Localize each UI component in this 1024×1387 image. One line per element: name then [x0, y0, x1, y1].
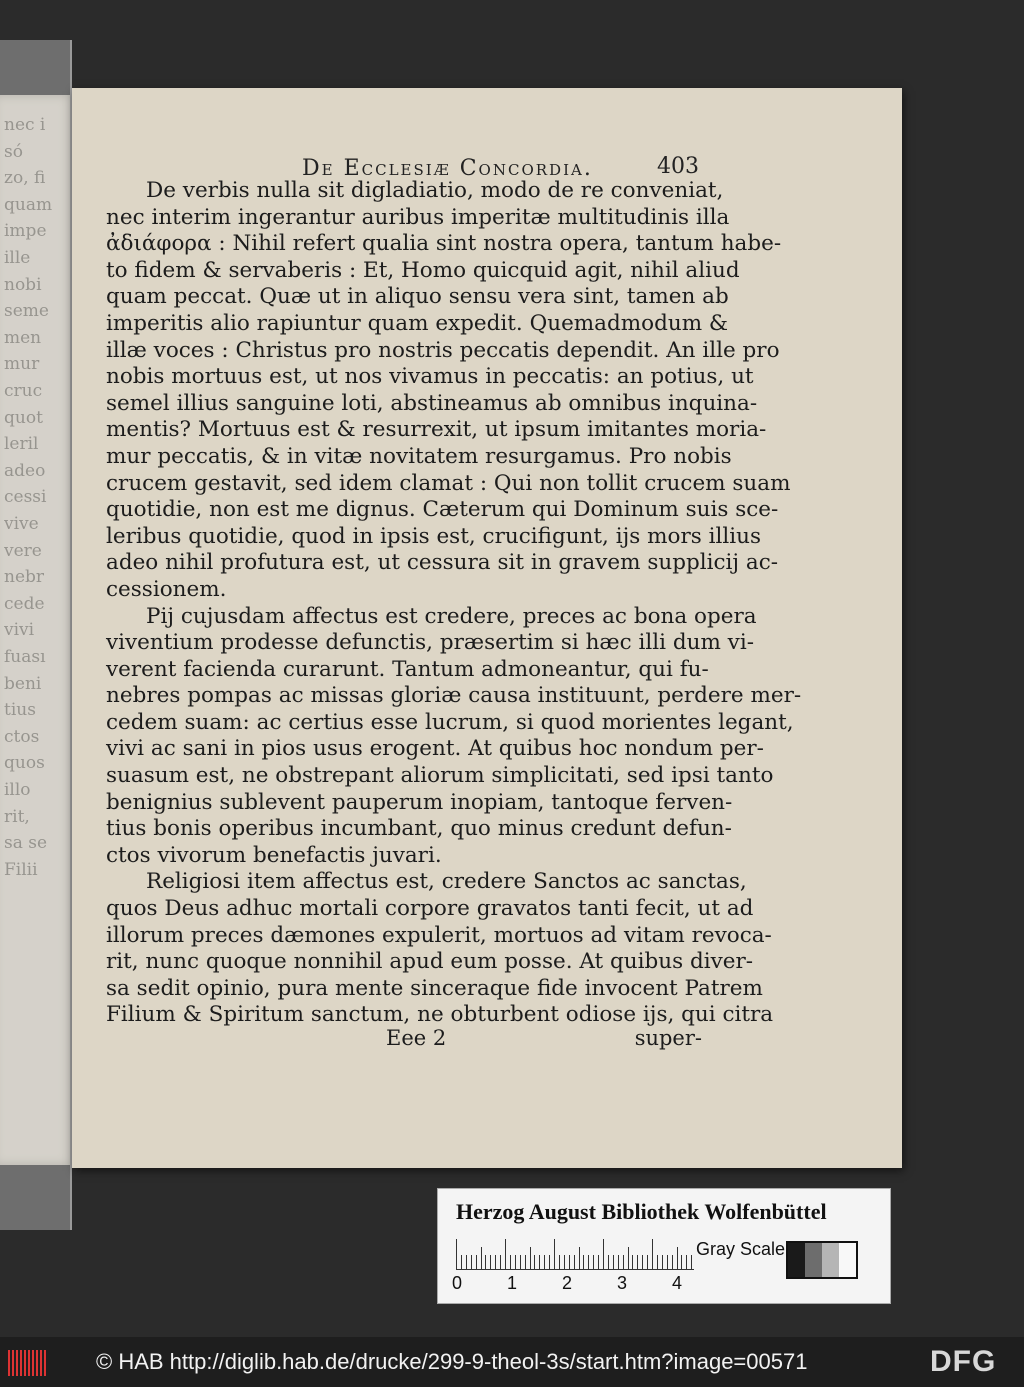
ruler-tick — [579, 1247, 580, 1269]
ruler-tick — [632, 1255, 633, 1269]
text-line: vivi ac sani in pios usus erogent. At quibus hoc nondum per- — [106, 736, 764, 762]
text-line: ctos vivorum benefactis juvari. — [106, 842, 442, 868]
text-body — [106, 178, 802, 1029]
text-line: Religiosi item affectus est, credere Sanctos ac sanctas, — [146, 869, 747, 895]
ruler-tick — [672, 1255, 673, 1269]
previous-page-fragment: men — [4, 327, 42, 348]
ruler-tick — [559, 1255, 560, 1269]
previous-page-fragment: ille — [4, 248, 31, 268]
ruler-tick — [539, 1255, 540, 1269]
ruler-tick — [667, 1255, 668, 1269]
ruler-number: 0 — [452, 1273, 463, 1293]
gray-scale-label: Gray Scale — [696, 1239, 786, 1259]
previous-page-fragment: cruc — [4, 381, 43, 401]
text-line: ἀδιάφορα : Nihil refert qualia sint nostra opera, tantum habe- — [106, 231, 782, 257]
page-number: 403 — [657, 154, 699, 179]
previous-page-fragment: nebr — [4, 567, 45, 588]
ruler-tick — [681, 1255, 682, 1269]
barcode-icon — [8, 1350, 48, 1376]
previous-page-fragment: seme — [4, 301, 49, 322]
previous-page-fragment: zo, fi — [4, 168, 46, 189]
ruler-tick — [476, 1255, 477, 1269]
previous-page-fragment: nec i — [4, 115, 46, 135]
text-line: sa sedit opinio, pura mente sinceraque fide invocent Patrem — [106, 975, 763, 1001]
text-line: imperitis alio rapiuntur quam expedit. Quemadmodum & — [106, 310, 729, 336]
text-line: verent facienda curarunt. Tantum admoneantur, qui fu- — [106, 656, 709, 682]
text-line: nobis mortuus est, ut nos vivamus in peccatis: an potius, ut — [106, 364, 754, 390]
ruler-tick — [691, 1255, 692, 1269]
ruler-tick — [485, 1255, 486, 1269]
previous-page-fragment: vivi — [4, 620, 35, 641]
previous-page-fragment: leril — [4, 434, 39, 455]
text-line: suasum est, ne obstrepant aliorum simplicitati, sed ipsi tanto — [106, 763, 774, 789]
ruler-tick — [608, 1255, 609, 1269]
ruler-tick — [544, 1255, 545, 1269]
text-line: cedem suam: ac certius esse lucrum, si quod morientes legant, — [106, 709, 794, 735]
previous-page-fragment: beni — [4, 673, 42, 694]
previous-page-fragment: fuası — [4, 647, 46, 667]
ruler-tick — [618, 1255, 619, 1269]
ruler-tick — [628, 1247, 629, 1269]
ruler-tick — [593, 1255, 594, 1269]
text-line: Pij cujusdam affectus est credere, preces ac bona opera — [146, 603, 757, 629]
ruler-tick — [549, 1255, 550, 1269]
ruler-tick — [603, 1239, 604, 1269]
text-line: Filium & Spiritum sanctum, ne obturbent odiose ijs, qui citra — [106, 1002, 774, 1028]
text-line: De verbis nulla sit digladiatio, modo de re conveniat, — [146, 178, 724, 203]
library-label — [437, 1188, 891, 1304]
ruler-tick — [652, 1239, 653, 1269]
library-name: Herzog August Bibliothek Wolfenbüttel — [456, 1199, 827, 1224]
ruler-tick — [510, 1255, 511, 1269]
previous-page-fragment: vive — [4, 514, 39, 534]
text-line: adeo nihil profutura est, ut cessura sit in gravem supplicij ac- — [106, 550, 779, 576]
ruler-tick — [495, 1255, 496, 1269]
text-line: nebres pompas ac missas gloriæ causa instituunt, perdere mer- — [106, 683, 802, 709]
ruler-tick — [574, 1255, 575, 1269]
ruler-number: 1 — [507, 1273, 518, 1293]
catchword: super- — [634, 1026, 702, 1050]
text-line: viventium prodesse defunctis, præsertim si hæc illi dum vi- — [106, 630, 754, 656]
ruler-tick — [554, 1239, 555, 1269]
bottom-bar — [0, 1337, 1024, 1387]
text-line: illæ voces : Christus pro nostris peccatis dependit. An ille pro — [106, 337, 780, 363]
page-footer — [106, 1026, 702, 1054]
text-line: benignius sublevent pauperum inopiam, tantoque ferven- — [106, 789, 733, 815]
text-line: rit, nunc quoque nonnihil apud eum posse. At quibus diver- — [106, 949, 754, 975]
text-line: quotidie, non est me dignus. Cæterum qui Dominum suis sce- — [106, 497, 779, 523]
ruler-scale — [456, 1237, 694, 1270]
ruler-number: 2 — [562, 1273, 573, 1293]
text-line: tius bonis operibus incumbant, quo minus credunt defun- — [106, 816, 732, 842]
text-line: leribus quotidie, quod in ipsis est, crucifigunt, ijs mors illius — [106, 523, 761, 549]
copyright-link[interactable]: © HAB http://diglib.hab.de/drucke/299-9-theol-3s/start.htm?image=00571 — [96, 1349, 808, 1374]
previous-page-fragment: rit, — [4, 806, 30, 827]
ruler-tick — [530, 1247, 531, 1269]
ruler-tick — [583, 1255, 584, 1269]
ruler-tick — [662, 1255, 663, 1269]
previous-page-fragment: sa se — [4, 833, 48, 854]
text-line: crucem gestavit, sed idem clamat : Qui non tollit crucem suam — [106, 470, 791, 496]
previous-page-fragment: impe — [4, 221, 47, 242]
ruler-tick — [466, 1255, 467, 1269]
ruler-tick — [564, 1255, 565, 1269]
ruler-tick — [588, 1255, 589, 1269]
previous-page-fragment: illo — [4, 780, 31, 800]
ruler-number: 4 — [672, 1273, 683, 1293]
dfg-logo: DFG — [930, 1345, 997, 1378]
book-page — [72, 88, 902, 1168]
ruler-tick — [598, 1255, 599, 1269]
ruler-tick — [505, 1239, 506, 1269]
ruler-tick — [642, 1255, 643, 1269]
text-line: cessionem. — [106, 576, 227, 602]
ruler-tick — [637, 1255, 638, 1269]
previous-page-fragment: ctos — [4, 726, 40, 747]
gray-scale-strip — [786, 1241, 858, 1279]
previous-page-fragment: vere — [4, 540, 42, 561]
running-head: De Ecclesiæ Concordia. — [302, 156, 593, 181]
ruler-tick — [490, 1255, 491, 1269]
ruler-tick — [534, 1255, 535, 1269]
ruler-tick — [686, 1255, 687, 1269]
text-line: quam peccat. Quæ ut in aliquo sensu vera sint, tamen ab — [106, 284, 729, 310]
ruler-tick — [520, 1255, 521, 1269]
signature-mark: Eee 2 — [386, 1026, 447, 1050]
ruler-number: 3 — [617, 1273, 628, 1293]
ruler-tick — [525, 1255, 526, 1269]
ruler-tick — [677, 1247, 678, 1269]
text-line: mentis? Mortuus est & resurrexit, ut ipsum imitantes moria- — [106, 417, 767, 443]
ruler-tick — [456, 1239, 457, 1269]
ruler-tick — [461, 1255, 462, 1269]
previous-page-fragment: quos — [4, 753, 45, 774]
ruler-tick — [657, 1255, 658, 1269]
text-line: illorum preces dæmones expulerit, mortuos ad vitam revoca- — [106, 922, 772, 948]
text-line: quos Deus adhuc mortali corpore gravatos tanti fecit, ut ad — [106, 896, 754, 922]
ruler-tick — [481, 1247, 482, 1269]
previous-page-fragment: cessi — [4, 487, 47, 508]
ruler-tick — [515, 1255, 516, 1269]
previous-page-fragment: adeo — [4, 460, 46, 481]
previous-page-fragment: mur — [4, 354, 40, 375]
ruler-numbers — [452, 1273, 712, 1295]
previous-page-fragment: cede — [4, 593, 45, 614]
text-line: to fidem & servaberis : Et, Homo quicquid agit, nihil aliud — [106, 257, 740, 283]
previous-page-fragment: Filii — [4, 859, 38, 880]
previous-page-fragment: só — [4, 141, 23, 162]
ruler-tick — [647, 1255, 648, 1269]
ruler-tick — [569, 1255, 570, 1269]
text-line: mur peccatis, & in vitæ novitatem resurgamus. Pro nobis — [106, 443, 732, 469]
previous-page-fragment: tius — [4, 700, 36, 721]
previous-page-fragment: quot — [4, 407, 43, 428]
ruler-tick — [613, 1255, 614, 1269]
ruler-tick — [471, 1255, 472, 1269]
text-line: nec interim ingerantur auribus imperitæ multitudinis illa — [106, 204, 730, 230]
previous-page-fragment: nobi — [4, 274, 42, 295]
translucent-sheet — [0, 40, 72, 1230]
ruler-tick — [623, 1255, 624, 1269]
text-line: semel illius sanguine loti, abstineamus ab omnibus inquina- — [106, 390, 758, 416]
previous-page-fragment: quam — [4, 194, 53, 215]
ruler-tick — [500, 1255, 501, 1269]
